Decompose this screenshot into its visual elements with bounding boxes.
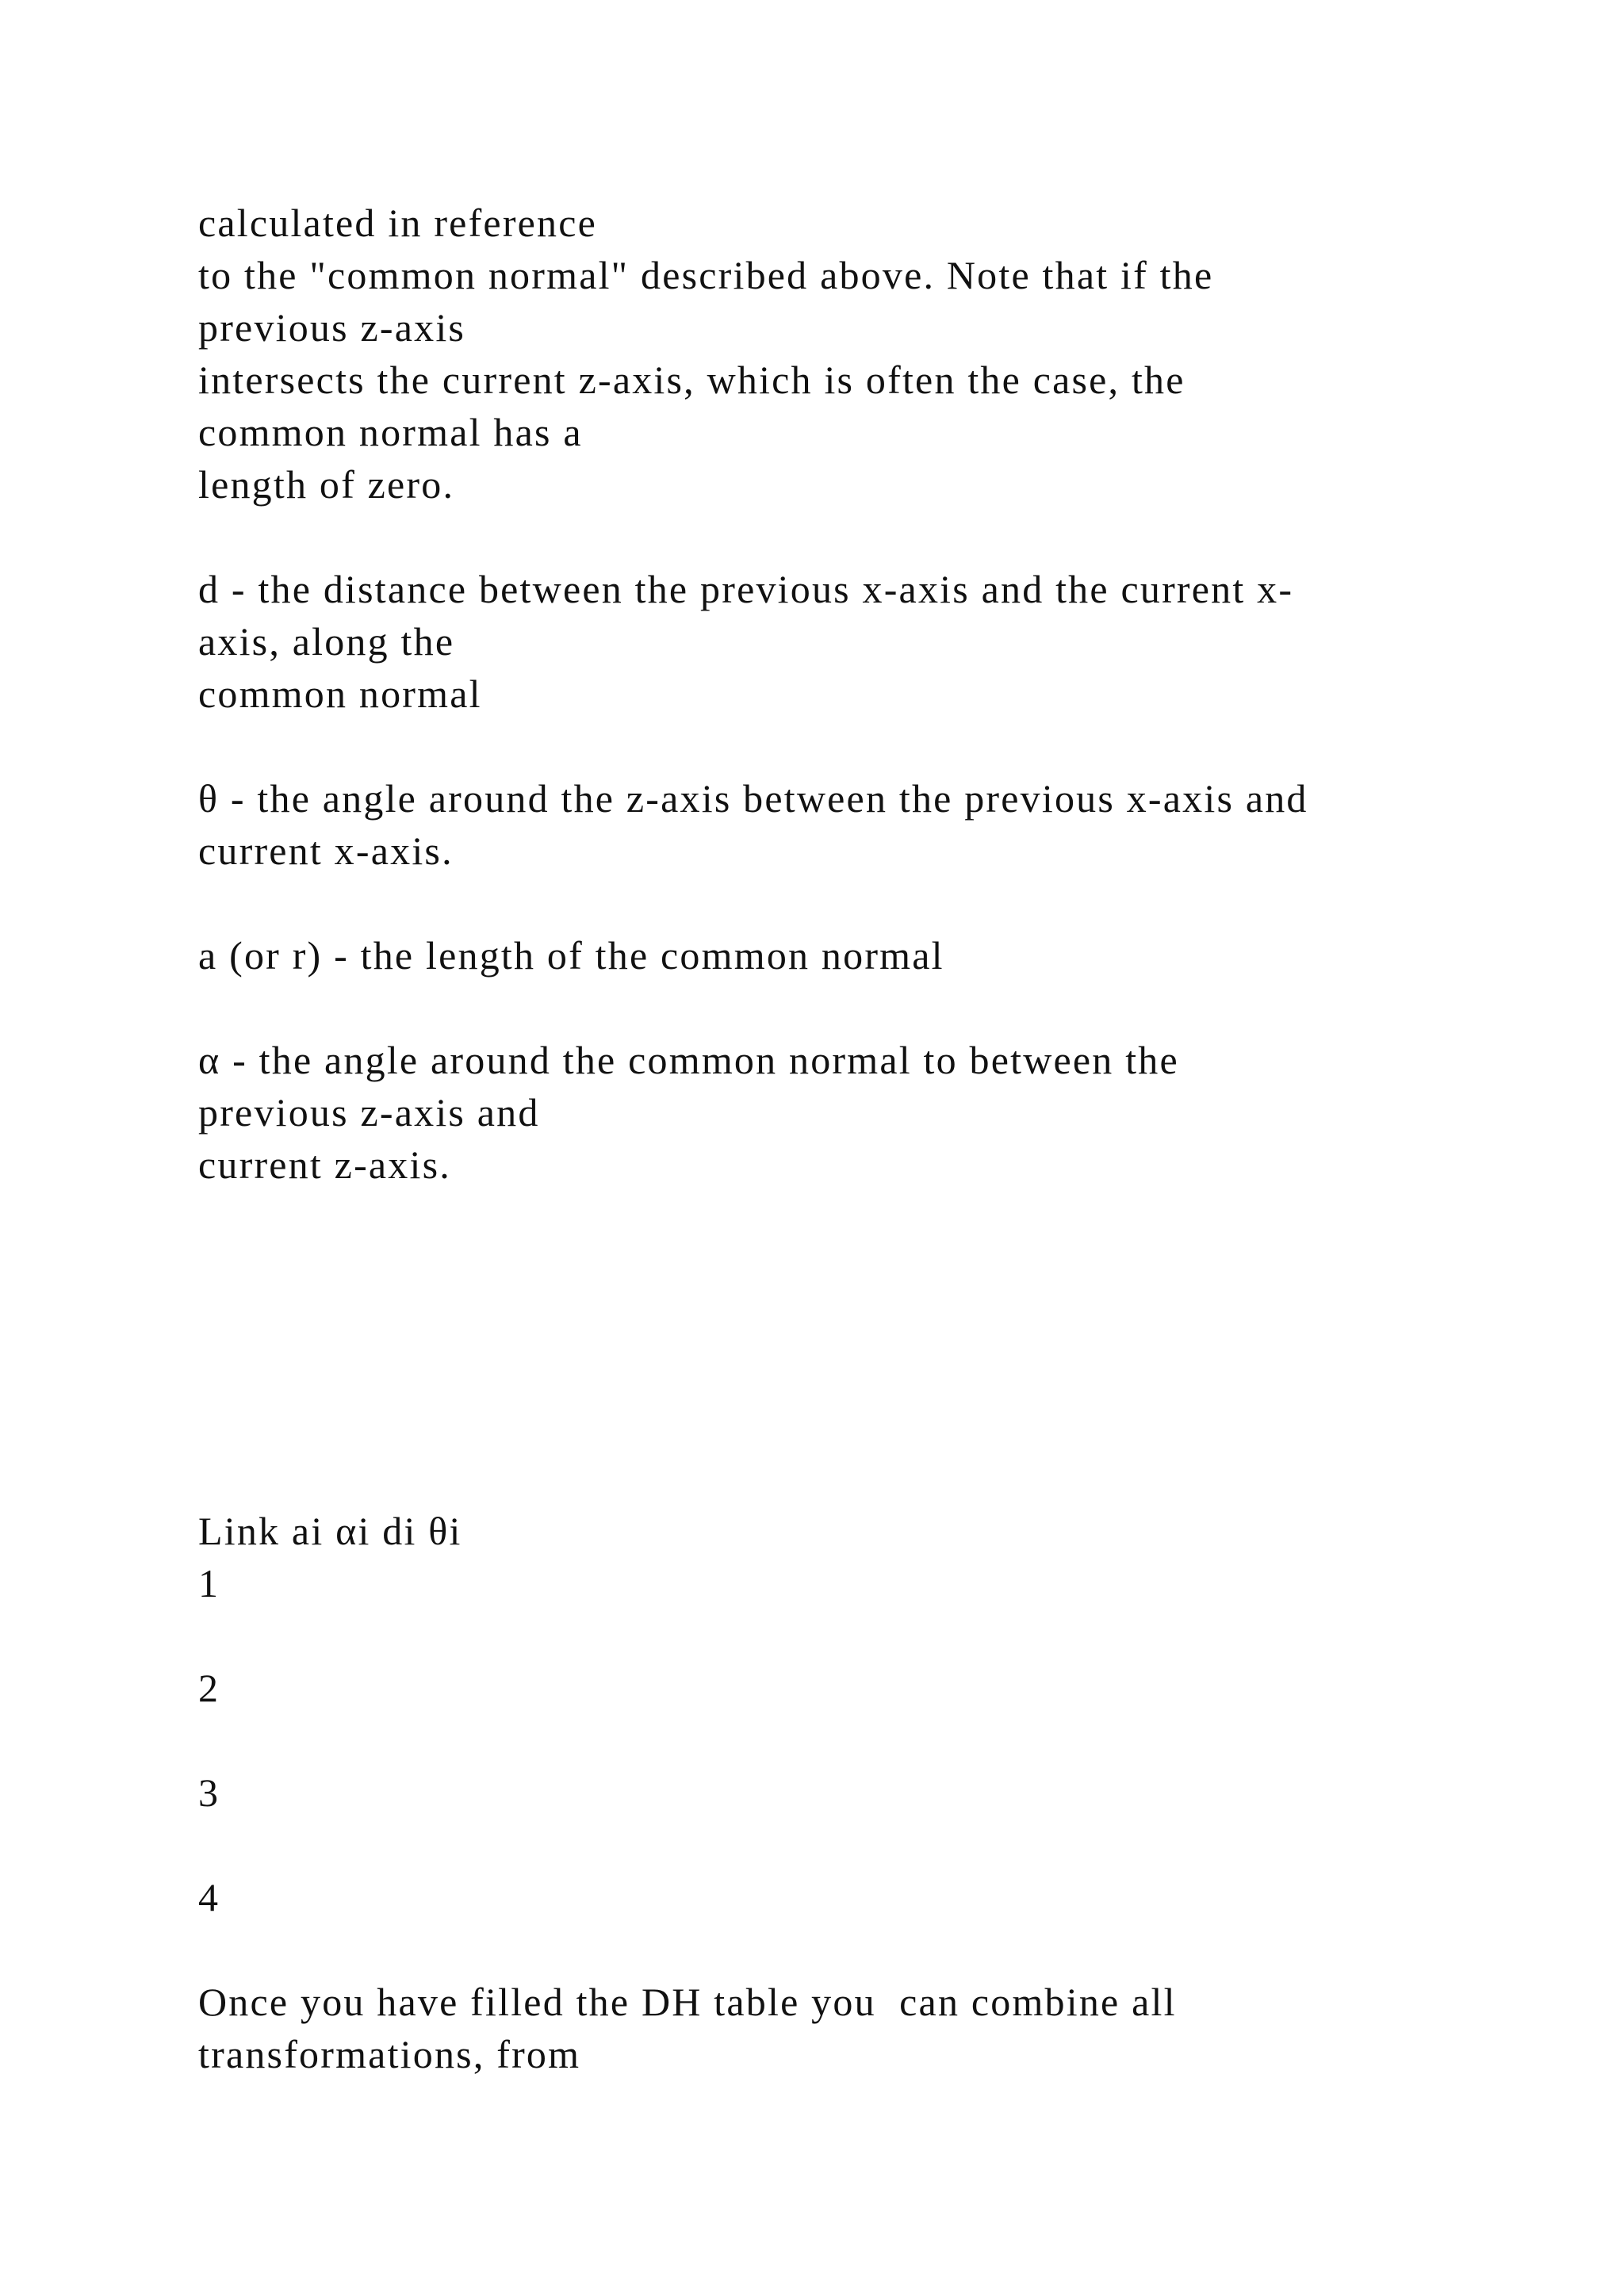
text-line: to the "common normal" described above. Note that if the <box>198 253 1214 297</box>
text-line: axis, along the <box>198 619 455 664</box>
text-line: α - the angle around the common normal to between the <box>198 1038 1179 1082</box>
text-line: current x-axis. <box>198 828 454 873</box>
text-line: previous z-axis <box>198 305 466 350</box>
text-line: θ - the angle around the z-axis between the previous x-axis and <box>198 776 1308 821</box>
text-line: intersects the current z-axis, which is often the case, the <box>198 358 1185 402</box>
text-line: common normal has a <box>198 410 583 454</box>
text-line: calculated in reference <box>198 201 598 245</box>
table-header-line: Link ai αi di θi <box>198 1509 462 1553</box>
table-row-label: 1 <box>198 1561 220 1605</box>
text-line: a (or r) - the length of the common normal <box>198 933 944 978</box>
table-row-label: 2 <box>198 1666 220 1710</box>
text-line: previous z-axis and <box>198 1090 540 1135</box>
table-row-label: 3 <box>198 1770 220 1815</box>
text-line: Once you have filled the DH table you can combine all <box>198 1980 1177 2024</box>
text-line: transformations, from <box>198 2032 581 2076</box>
table-row-label: 4 <box>198 1875 220 1919</box>
text-line: d - the distance between the previous x-axis and the current x- <box>198 567 1294 611</box>
text-line: common normal <box>198 672 482 716</box>
text-line: length of zero. <box>198 462 455 507</box>
text-line: current z-axis. <box>198 1142 451 1187</box>
